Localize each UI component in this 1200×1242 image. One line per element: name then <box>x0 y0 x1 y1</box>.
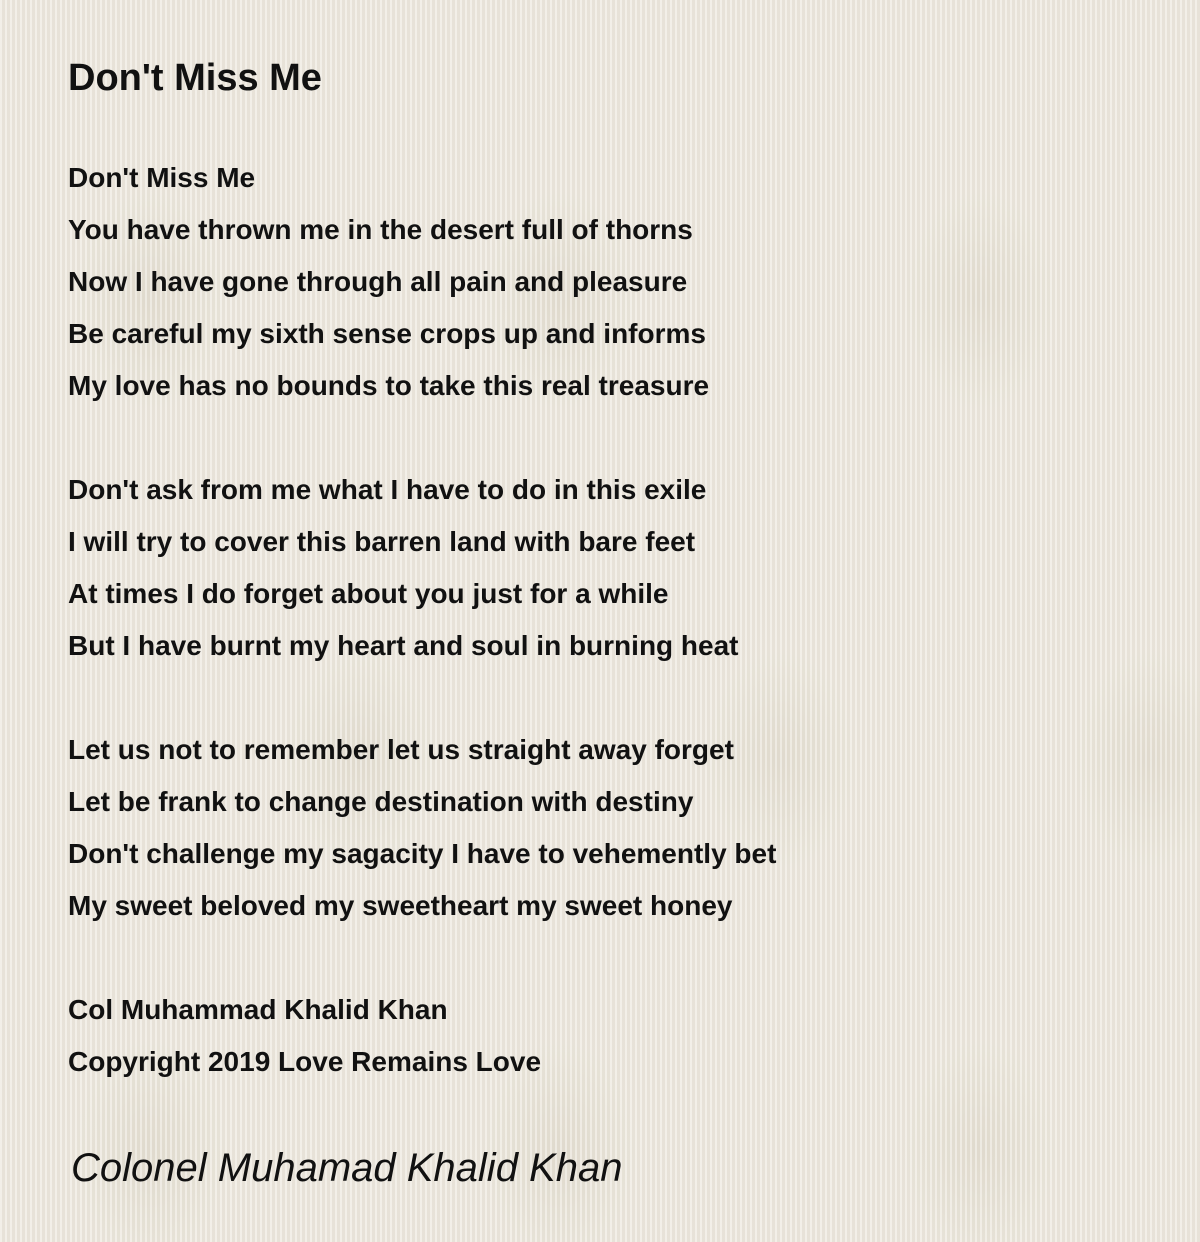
poem-line: Let us not to remember let us straight away forget <box>68 734 734 765</box>
poem-credit-line: Col Muhammad Khalid Khan <box>68 994 448 1025</box>
poem-line: At times I do forget about you just for a while <box>68 578 669 609</box>
poem-line: Don't Miss Me <box>68 162 256 193</box>
poem-copyright-line: Copyright 2019 Love Remains Love <box>68 1046 542 1077</box>
poem-line: I will try to cover this barren land with bare feet <box>68 526 696 557</box>
poem-line: Don't ask from me what I have to do in this exile <box>68 474 707 505</box>
stanza-break <box>68 412 776 464</box>
poem-line: But I have burnt my heart and soul in burning heat <box>68 630 739 661</box>
stanza-break <box>68 932 776 984</box>
poem-line: You have thrown me in the desert full of thorns <box>68 214 693 245</box>
author-name: Colonel Muhamad Khalid Khan <box>71 1146 623 1190</box>
poem-line: My sweet beloved my sweetheart my sweet honey <box>68 890 733 921</box>
poem-title: Don't Miss Me <box>68 57 322 99</box>
poem-line: Let be frank to change destination with destiny <box>68 786 694 817</box>
poem-line: My love has no bounds to take this real treasure <box>68 370 710 401</box>
stanza-break <box>68 672 776 724</box>
poem-line: Don't challenge my sagacity I have to vehemently bet <box>68 838 777 869</box>
poem-line: Now I have gone through all pain and pleasure <box>68 266 688 297</box>
poem-line: Be careful my sixth sense crops up and informs <box>68 318 706 349</box>
poem-body <box>68 152 776 1088</box>
